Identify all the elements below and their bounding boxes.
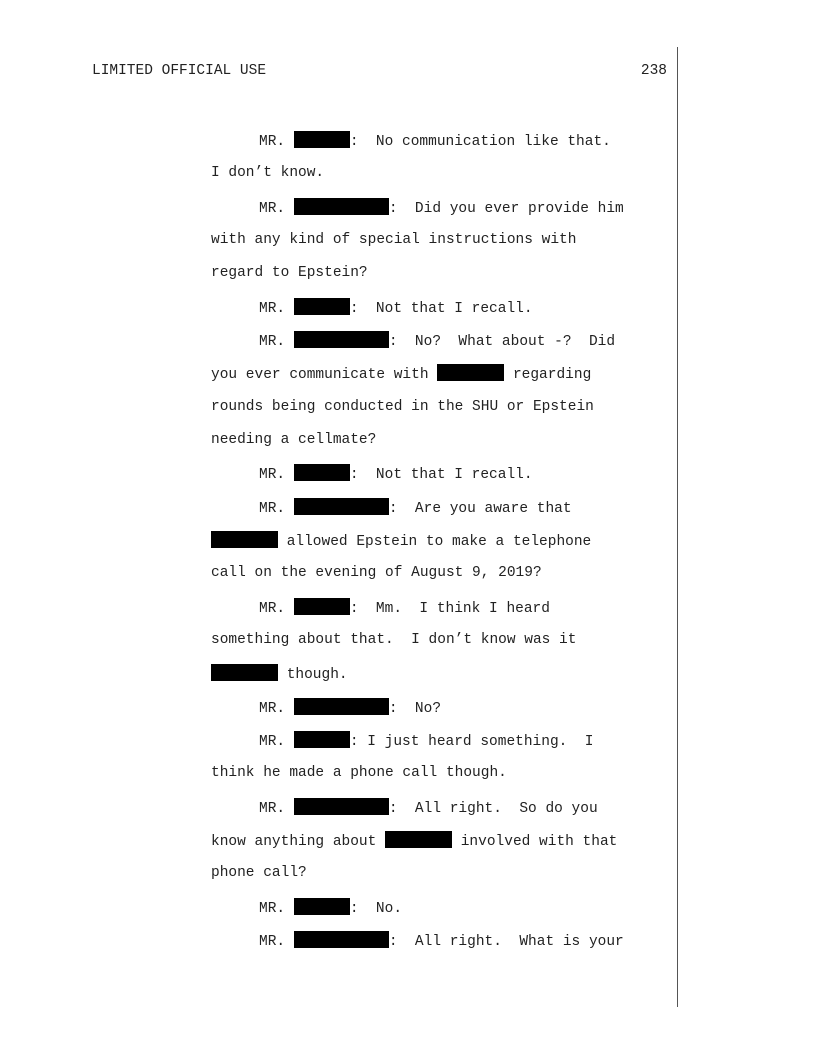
line-text: though. [211,664,348,684]
transcript-line [0,95,670,150]
transcript-line [0,695,670,750]
transcript-line [0,428,670,483]
line-text: MR. : All right. So do you [259,798,598,818]
transcript-line [0,828,670,881]
transcript-line [0,762,670,817]
line-text: regard to Epstein? [211,265,368,281]
line-text: MR. : No communication like that. [259,131,611,151]
line-text: MR. : Mm. I think I heard [259,598,550,618]
transcript-line [0,662,670,717]
line-text: MR. : Are you aware that [259,498,572,518]
line-text: phone call? [211,865,307,881]
line-text: allowed Epstein to make a telephone [211,531,591,551]
transcript-line [0,795,670,850]
transcript-line [0,495,670,550]
transcript-line [0,528,670,581]
line-text: MR. : Did you ever provide him [259,198,624,218]
transcript-line [0,628,670,683]
line-text: MR. : Not that I recall. [259,298,533,318]
line-text: MR. : Not that I recall. [259,464,533,484]
transcript-line [0,595,670,648]
line-text: rounds being conducted in the SHU or Epstein [211,399,594,415]
transcript-line [0,462,670,517]
line-text: with any kind of special instructions with [211,232,577,248]
line-text: think he made a phone call though. [211,765,507,781]
line-text: something about that. I don’t know was it [211,632,577,648]
transcript-line [0,728,670,781]
line-text: know anything about involved with that [211,831,617,851]
line-text: you ever communicate with regarding [211,364,591,384]
transcript-line [0,195,670,248]
transcript-line [0,895,670,950]
line-text: I don’t know. [211,165,325,181]
line-text: MR. : All right. What is your [259,931,624,951]
transcript-line [0,328,670,383]
transcript-line [0,395,670,448]
line-text: MR. : No. [259,898,402,918]
header-classification: LIMITED OFFICIAL USE [92,63,267,79]
line-text: call on the evening of August 9, 2019? [211,565,542,581]
transcript-line [0,228,670,281]
transcript-line [0,862,670,917]
transcript-line [0,162,670,217]
transcript-line [0,262,670,317]
line-text: MR. : I just heard something. I [259,731,593,751]
page-number: 238 [640,63,667,79]
line-text: MR. : No? What about -? Did [259,331,615,351]
redaction-block [294,931,389,948]
line-text: MR. : No? [259,698,441,718]
line-text: needing a cellmate? [211,432,377,448]
transcript-line [0,562,670,617]
transcript-line [0,362,670,415]
transcript-line [0,295,670,350]
transcript-line [0,128,670,181]
